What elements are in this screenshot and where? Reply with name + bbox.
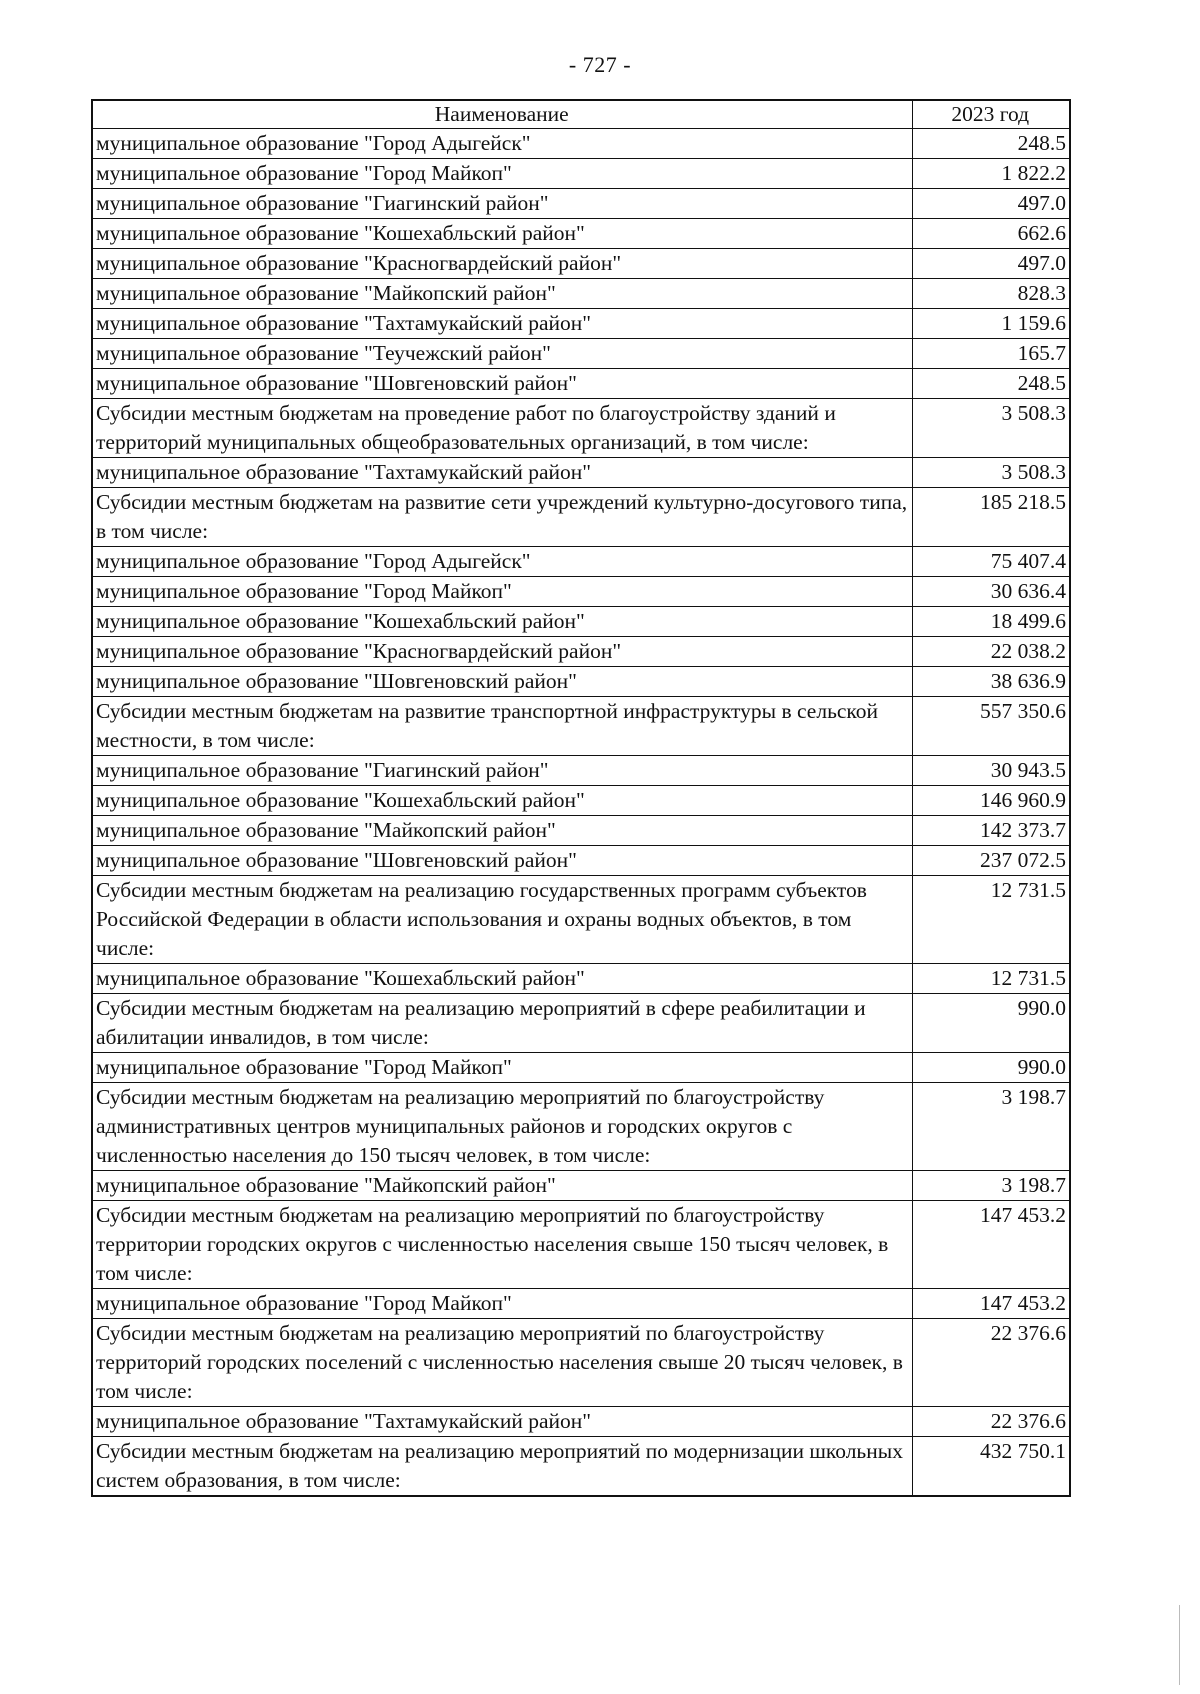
row-name-cell: Субсидии местным бюджетам на реализацию мероприятий в сфере реабилитации и абилитации инвалидов, в том числе: bbox=[92, 994, 912, 1053]
row-value-cell: 557 350.6 bbox=[912, 697, 1070, 756]
budget-table bbox=[91, 99, 1071, 1497]
row-value-cell: 30 943.5 bbox=[912, 756, 1070, 786]
row-name-cell: муниципальное образование "Город Адыгейск" bbox=[92, 547, 912, 577]
row-name-cell: муниципальное образование "Шовгеновский район" bbox=[92, 369, 912, 399]
row-value-cell: 248.5 bbox=[912, 369, 1070, 399]
row-name-cell: муниципальное образование "Город Майкоп" bbox=[92, 577, 912, 607]
row-value-cell: 432 750.1 bbox=[912, 1437, 1070, 1497]
row-name-cell: Субсидии местным бюджетам на проведение работ по благоустройству зданий и территорий муниципальных общеобразовательных организаций, в том числе: bbox=[92, 399, 912, 458]
row-value-cell: 146 960.9 bbox=[912, 786, 1070, 816]
row-name-cell: Субсидии местным бюджетам на реализацию государственных программ субъектов Российской Федерации в области использования и охраны водных объектов, в том числе: bbox=[92, 876, 912, 964]
row-name-cell: муниципальное образование "Кошехабльский район" bbox=[92, 786, 912, 816]
table-row bbox=[92, 756, 1070, 786]
table-row bbox=[92, 964, 1070, 994]
table-row bbox=[92, 249, 1070, 279]
row-value-cell: 662.6 bbox=[912, 219, 1070, 249]
row-name-cell: муниципальное образование "Город Адыгейск" bbox=[92, 129, 912, 159]
row-value-cell: 248.5 bbox=[912, 129, 1070, 159]
table-row bbox=[92, 219, 1070, 249]
row-name-cell: муниципальное образование "Город Майкоп" bbox=[92, 159, 912, 189]
table-body bbox=[92, 129, 1070, 1497]
page-number: - 727 - bbox=[568, 52, 632, 77]
row-name-cell: Субсидии местным бюджетам на развитие сети учреждений культурно-досугового типа, в том числе: bbox=[92, 488, 912, 547]
row-name-cell: Субсидии местным бюджетам на реализацию мероприятий по благоустройству территории городских округов с численностью населения свыше 150 тысяч человек, в том числе: bbox=[92, 1201, 912, 1289]
row-name-cell: муниципальное образование "Теучежский район" bbox=[92, 339, 912, 369]
row-name-cell: муниципальное образование "Шовгеновский район" bbox=[92, 667, 912, 697]
table-row bbox=[92, 637, 1070, 667]
row-value-cell: 18 499.6 bbox=[912, 607, 1070, 637]
table-row bbox=[92, 607, 1070, 637]
row-name-cell: муниципальное образование "Кошехабльский район" bbox=[92, 964, 912, 994]
row-value-cell: 185 218.5 bbox=[912, 488, 1070, 547]
row-name-cell: Субсидии местным бюджетам на реализацию мероприятий по благоустройству административных центров муниципальных районов и городских округов с численностью населения до 150 тысяч человек, в том числе: bbox=[92, 1083, 912, 1171]
row-value-cell: 3 508.3 bbox=[912, 458, 1070, 488]
table-row bbox=[92, 1407, 1070, 1437]
row-value-cell: 1 159.6 bbox=[912, 309, 1070, 339]
table-header-row bbox=[92, 100, 1070, 129]
row-name-cell: муниципальное образование "Кошехабльский район" bbox=[92, 607, 912, 637]
row-name-cell: муниципальное образование "Красногвардейский район" bbox=[92, 249, 912, 279]
row-value-cell: 22 376.6 bbox=[912, 1319, 1070, 1407]
table-row bbox=[92, 577, 1070, 607]
table-row bbox=[92, 1201, 1070, 1289]
row-name-cell: Субсидии местным бюджетам на реализацию мероприятий по благоустройству территорий городских поселений с численностью населения свыше 20 тысяч человек, в том числе: bbox=[92, 1319, 912, 1407]
row-name-cell: муниципальное образование "Красногвардейский район" bbox=[92, 637, 912, 667]
table-row bbox=[92, 399, 1070, 458]
table-row bbox=[92, 458, 1070, 488]
row-value-cell: 147 453.2 bbox=[912, 1201, 1070, 1289]
table-row bbox=[92, 1289, 1070, 1319]
scan-edge-mark bbox=[1179, 1605, 1180, 1685]
row-value-cell: 497.0 bbox=[912, 189, 1070, 219]
table-row bbox=[92, 189, 1070, 219]
row-name-cell: муниципальное образование "Кошехабльский район" bbox=[92, 219, 912, 249]
row-name-cell: муниципальное образование "Город Майкоп" bbox=[92, 1289, 912, 1319]
table-row bbox=[92, 1171, 1070, 1201]
row-name-cell: Субсидии местным бюджетам на развитие транспортной инфраструктуры в сельской местности, в том числе: bbox=[92, 697, 912, 756]
row-value-cell: 22 038.2 bbox=[912, 637, 1070, 667]
row-value-cell: 12 731.5 bbox=[912, 964, 1070, 994]
row-value-cell: 3 198.7 bbox=[912, 1171, 1070, 1201]
column-header-year: 2023 год bbox=[912, 100, 1070, 129]
table-row bbox=[92, 339, 1070, 369]
row-value-cell: 990.0 bbox=[912, 994, 1070, 1053]
table-row bbox=[92, 816, 1070, 846]
table-row bbox=[92, 994, 1070, 1053]
row-name-cell: муниципальное образование "Гиагинский район" bbox=[92, 189, 912, 219]
row-value-cell: 165.7 bbox=[912, 339, 1070, 369]
row-name-cell: муниципальное образование "Тахтамукайский район" bbox=[92, 458, 912, 488]
table-row bbox=[92, 786, 1070, 816]
column-header-name: Наименование bbox=[92, 100, 912, 129]
row-name-cell: муниципальное образование "Тахтамукайский район" bbox=[92, 309, 912, 339]
row-value-cell: 142 373.7 bbox=[912, 816, 1070, 846]
row-name-cell: муниципальное образование "Майкопский район" bbox=[92, 816, 912, 846]
row-value-cell: 990.0 bbox=[912, 1053, 1070, 1083]
row-name-cell: муниципальное образование "Гиагинский район" bbox=[92, 756, 912, 786]
row-value-cell: 497.0 bbox=[912, 249, 1070, 279]
table-row bbox=[92, 488, 1070, 547]
row-value-cell: 828.3 bbox=[912, 279, 1070, 309]
row-name-cell: муниципальное образование "Майкопский район" bbox=[92, 1171, 912, 1201]
row-value-cell: 237 072.5 bbox=[912, 846, 1070, 876]
table-row bbox=[92, 667, 1070, 697]
table-row bbox=[92, 309, 1070, 339]
row-name-cell: муниципальное образование "Город Майкоп" bbox=[92, 1053, 912, 1083]
table-row bbox=[92, 547, 1070, 577]
row-value-cell: 30 636.4 bbox=[912, 577, 1070, 607]
table-row bbox=[92, 846, 1070, 876]
row-name-cell: муниципальное образование "Шовгеновский район" bbox=[92, 846, 912, 876]
table-row bbox=[92, 369, 1070, 399]
table-row bbox=[92, 129, 1070, 159]
table-row bbox=[92, 1319, 1070, 1407]
row-value-cell: 147 453.2 bbox=[912, 1289, 1070, 1319]
table-row bbox=[92, 1083, 1070, 1171]
row-value-cell: 3 508.3 bbox=[912, 399, 1070, 458]
table-row bbox=[92, 1437, 1070, 1497]
row-name-cell: муниципальное образование "Тахтамукайский район" bbox=[92, 1407, 912, 1437]
row-value-cell: 3 198.7 bbox=[912, 1083, 1070, 1171]
table-row bbox=[92, 159, 1070, 189]
row-value-cell: 1 822.2 bbox=[912, 159, 1070, 189]
row-name-cell: Субсидии местным бюджетам на реализацию мероприятий по модернизации школьных систем образования, в том числе: bbox=[92, 1437, 912, 1497]
table-row bbox=[92, 876, 1070, 964]
row-value-cell: 12 731.5 bbox=[912, 876, 1070, 964]
table-row bbox=[92, 697, 1070, 756]
row-value-cell: 38 636.9 bbox=[912, 667, 1070, 697]
row-value-cell: 75 407.4 bbox=[912, 547, 1070, 577]
table-row bbox=[92, 279, 1070, 309]
row-name-cell: муниципальное образование "Майкопский район" bbox=[92, 279, 912, 309]
row-value-cell: 22 376.6 bbox=[912, 1407, 1070, 1437]
table-row bbox=[92, 1053, 1070, 1083]
